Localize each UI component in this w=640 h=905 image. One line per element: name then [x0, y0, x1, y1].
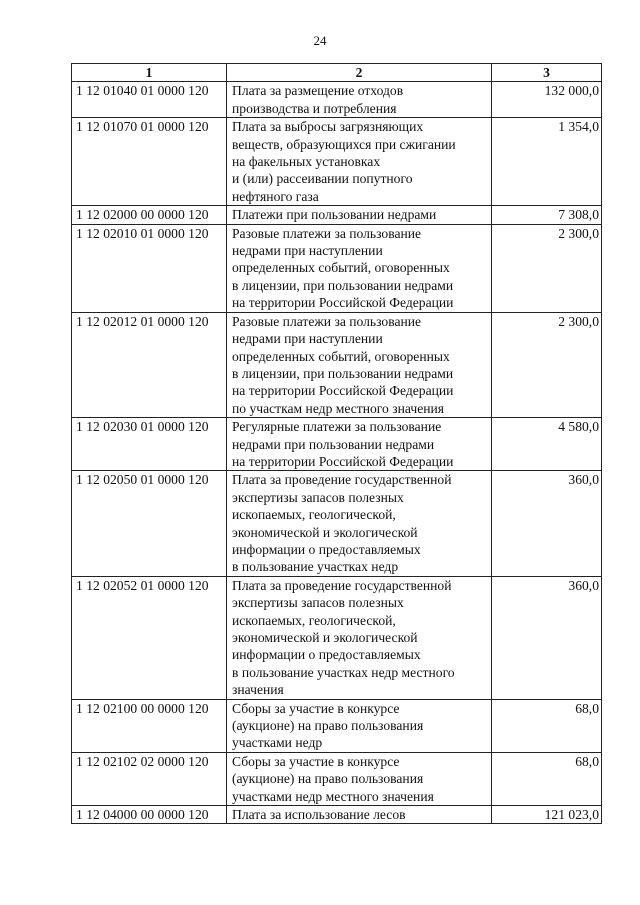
- revenue-code: 1 12 02012 01 0000 120: [72, 312, 227, 417]
- revenue-name: Плата за использование лесов: [227, 806, 492, 824]
- column-header-name: 2: [227, 64, 492, 82]
- table-row: [72, 699, 602, 752]
- revenue-amount: 68,0: [492, 752, 602, 805]
- revenue-amount: 360,0: [492, 576, 602, 699]
- table-row: [72, 224, 602, 312]
- table-row: [72, 118, 602, 206]
- revenue-code: 1 12 01070 01 0000 120: [72, 118, 227, 206]
- table-row: [72, 471, 602, 576]
- revenue-code: 1 12 02102 02 0000 120: [72, 752, 227, 805]
- revenue-code: 1 12 04000 00 0000 120: [72, 806, 227, 824]
- table-row: [72, 312, 602, 417]
- revenue-code: 1 12 02030 01 0000 120: [72, 418, 227, 471]
- revenue-amount: 121 023,0: [492, 806, 602, 824]
- revenue-name: Разовые платежи за пользование недрами при наступлении определенных событий, оговоренных в лицензии, при пользовании недрами на территории Российской Федерации: [227, 224, 492, 312]
- revenue-amount: 2 300,0: [492, 224, 602, 312]
- revenue-amount: 4 580,0: [492, 418, 602, 471]
- revenue-name: Плата за выбросы загрязняющих веществ, образующихся при сжигании на факельных установках и (или) рассеивании попутного нефтяного газа: [227, 118, 492, 206]
- revenue-name: Сборы за участие в конкурсе (аукционе) на право пользования участками недр местного значения: [227, 752, 492, 805]
- revenue-code: 1 12 02052 01 0000 120: [72, 576, 227, 699]
- revenue-name: Плата за проведение государственной экспертизы запасов полезных ископаемых, геологической, экономической и экологической информации о предоставляемых в пользование участках недр местного значения: [227, 576, 492, 699]
- revenue-amount: 68,0: [492, 699, 602, 752]
- revenue-code: 1 12 02050 01 0000 120: [72, 471, 227, 576]
- revenue-amount: 2 300,0: [492, 312, 602, 417]
- table-row: [72, 418, 602, 471]
- revenue-name: Платежи при пользовании недрами: [227, 206, 492, 224]
- revenue-amount: 360,0: [492, 471, 602, 576]
- revenue-code: 1 12 01040 01 0000 120: [72, 82, 227, 118]
- column-header-code: 1: [72, 64, 227, 82]
- budget-revenue-table: [71, 63, 602, 824]
- revenue-name: Регулярные платежи за пользование недрами при пользовании недрами на территории Российской Федерации: [227, 418, 492, 471]
- revenue-code: 1 12 02000 00 0000 120: [72, 206, 227, 224]
- table-row: [72, 206, 602, 224]
- revenue-code: 1 12 02100 00 0000 120: [72, 699, 227, 752]
- revenue-name: Плата за размещение отходов производства и потребления: [227, 82, 492, 118]
- table-row: [72, 806, 602, 824]
- table-row: [72, 576, 602, 699]
- revenue-amount: 7 308,0: [492, 206, 602, 224]
- table-row: [72, 82, 602, 118]
- table-header-row: [72, 64, 602, 82]
- page-number: 24: [313, 33, 327, 48]
- revenue-amount: 132 000,0: [492, 82, 602, 118]
- table-row: [72, 752, 602, 805]
- revenue-code: 1 12 02010 01 0000 120: [72, 224, 227, 312]
- revenue-name: Сборы за участие в конкурсе (аукционе) на право пользования участками недр: [227, 699, 492, 752]
- revenue-amount: 1 354,0: [492, 118, 602, 206]
- revenue-name: Разовые платежи за пользование недрами при наступлении определенных событий, оговоренных в лицензии, при пользовании недрами на территории Российской Федерации по участкам недр местного значения: [227, 312, 492, 417]
- revenue-name: Плата за проведение государственной экспертизы запасов полезных ископаемых, геологической, экономической и экологической информации о предоставляемых в пользование участках недр: [227, 471, 492, 576]
- column-header-amount: 3: [492, 64, 602, 82]
